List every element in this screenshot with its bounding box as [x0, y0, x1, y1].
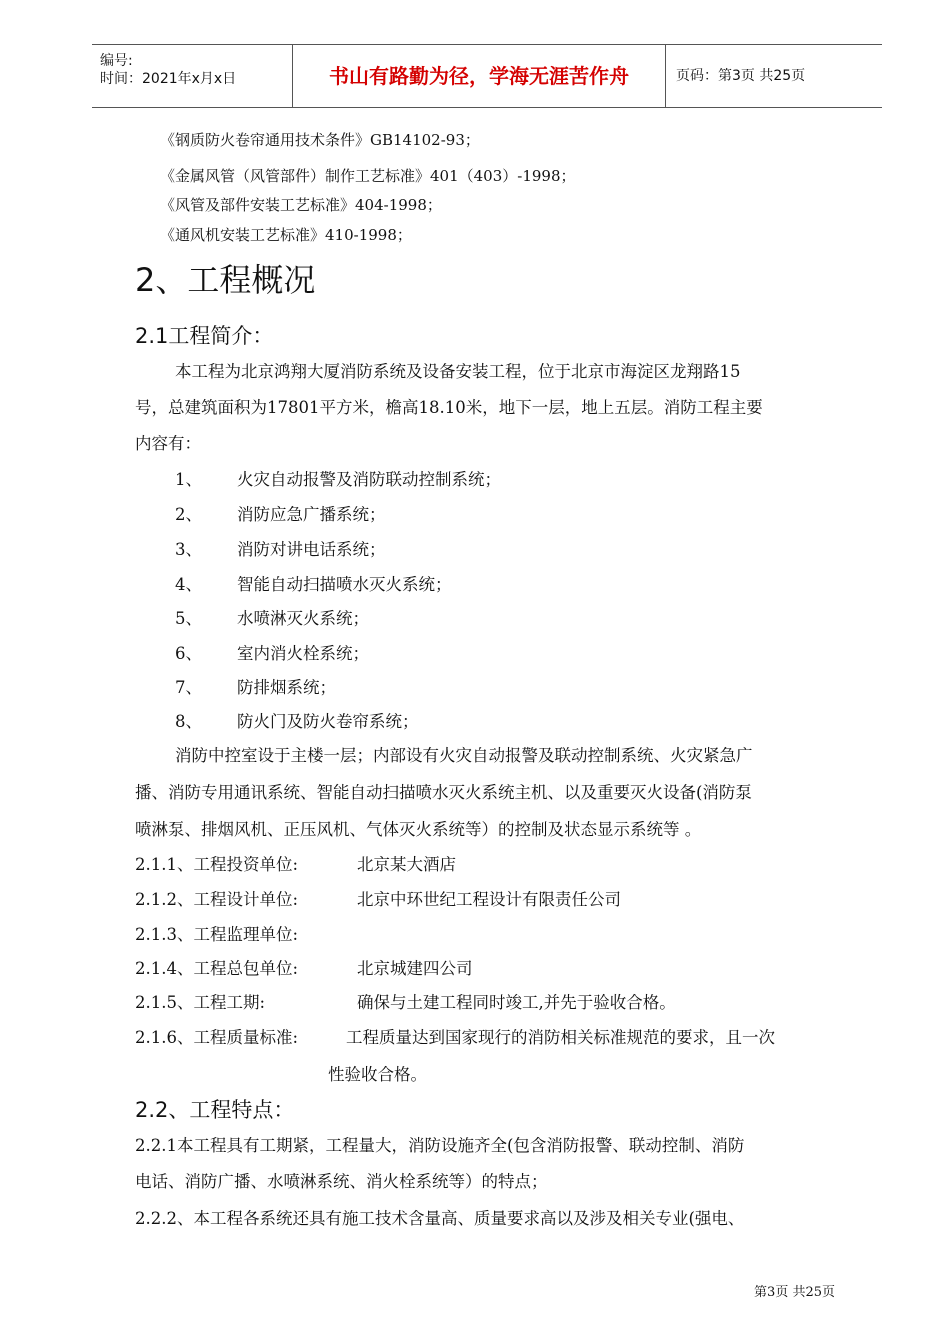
- control-line-3: 喷淋泵、排烟风机、正压风机、气体灭火系统等）的控制及状态显示系统等 。: [135, 820, 702, 839]
- feature-line-2: 电话、消防广播、水喷淋系统、消火栓系统等）的特点；: [135, 1172, 548, 1191]
- info-row-value: 确保与土建工程同时竣工,并先于验收合格。: [357, 993, 676, 1012]
- info-row-label: 2.1.4、工程总包单位:: [135, 959, 299, 978]
- system-item-text: 智能自动扫描喷水灭火系统；: [237, 575, 452, 594]
- standard-line-1: 《钢质防火卷帘通用技术条件》GB14102-93；: [160, 131, 480, 149]
- system-item-text: 火灾自动报警及消防联动控制系统；: [237, 470, 501, 489]
- intro-line-1: 本工程为北京鸿翔大厦消防系统及设备安装工程，位于北京市海淀区龙翔路15: [175, 362, 741, 381]
- header-time-label: 时间：2021年x月x日: [100, 71, 237, 87]
- header-motto: 书山有路勤为径，学海无涯苦作舟: [293, 45, 666, 107]
- system-item-text: 防火门及防火卷帘系统；: [237, 712, 419, 731]
- info-row-value: 北京中环世纪工程设计有限责任公司: [357, 890, 621, 909]
- control-line-1: 消防中控室设于主楼一层；内部设有火灾自动报警及联动控制系统、火灾紧急广: [175, 746, 753, 765]
- system-item-number: 6、: [175, 644, 202, 663]
- system-item-number: 5、: [175, 609, 202, 628]
- subsection-title-overview: 2.1工程简介：: [135, 324, 274, 348]
- intro-line-2: 号，总建筑面积为17801平方米，檐高18.10米，地下一层，地上五层。消防工程主要: [135, 398, 763, 417]
- header-meta: [92, 45, 293, 107]
- info-row-label: 2.1.5、工程工期:: [135, 993, 266, 1012]
- intro-line-3: 内容有：: [135, 434, 201, 453]
- system-item-text: 消防应急广播系统；: [237, 505, 386, 524]
- feature-line-3: 2.2.2、本工程各系统还具有施工技术含量高、质量要求高以及涉及相关专业(强电、: [135, 1209, 745, 1228]
- feature-line-1: 2.2.1本工程具有工期紧，工程量大，消防设施齐全(包含消防报警、联动控制、消防: [135, 1136, 745, 1155]
- system-item-text: 室内消火栓系统；: [237, 644, 369, 663]
- info-row-value: 北京某大酒店: [357, 855, 456, 874]
- standard-line-4: 《通风机安装工艺标准》410-1998；: [160, 226, 412, 244]
- page-footer: 第3页 共25页: [754, 1285, 835, 1300]
- system-item-number: 1、: [175, 470, 202, 489]
- system-item-number: 8、: [175, 712, 202, 731]
- info-row-label: 2.1.2、工程设计单位:: [135, 890, 299, 909]
- control-line-2: 播、消防专用通讯系统、智能自动扫描喷水灭火系统主机、以及重要灭火设备(消防泵: [135, 783, 752, 802]
- system-item-text: 防排烟系统；: [237, 678, 336, 697]
- system-item-number: 7、: [175, 678, 202, 697]
- info-row-label: 2.1.3、工程监理单位:: [135, 925, 299, 944]
- system-item-text: 消防对讲电话系统；: [237, 540, 386, 559]
- system-item-number: 3、: [175, 540, 202, 559]
- header-page-label: 页码：第3页 共25页: [676, 68, 806, 84]
- quality-line-1: 工程质量达到国家现行的消防相关标准规范的要求，且一次: [346, 1028, 775, 1047]
- quality-label: 2.1.6、工程质量标准:: [135, 1028, 299, 1047]
- header-code-label: 编号:: [100, 53, 133, 69]
- quality-line-2: 性验收合格。: [328, 1065, 427, 1084]
- section-title: 2、工程概况: [135, 261, 316, 299]
- system-item-number: 2、: [175, 505, 202, 524]
- standard-line-2: 《金属风管（风管部件）制作工艺标准》401（403）-1998；: [160, 167, 576, 185]
- standard-line-3: 《风管及部件安装工艺标准》404-1998；: [160, 196, 442, 214]
- info-row-value: 北京城建四公司: [357, 959, 473, 978]
- system-item-text: 水喷淋灭火系统；: [237, 609, 369, 628]
- system-item-number: 4、: [175, 575, 202, 594]
- subsection-title-features: 2.2、工程特点：: [135, 1098, 295, 1122]
- page-header: [92, 44, 882, 108]
- info-row-label: 2.1.1、工程投资单位:: [135, 855, 299, 874]
